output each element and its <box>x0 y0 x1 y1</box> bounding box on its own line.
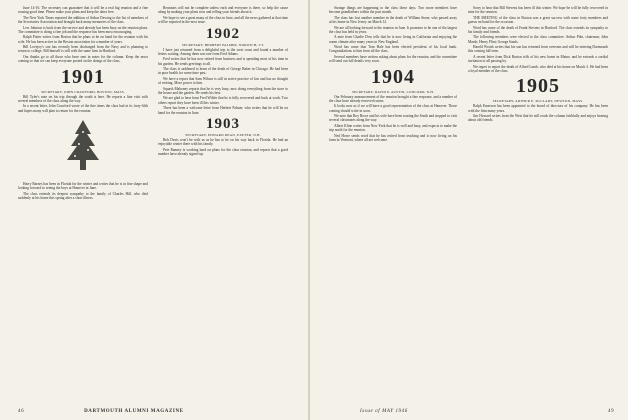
paragraph: Lew Johnson is back from the service and already has been busy on the reunion plans. The committee is doing a fine job and the response has been most encouraging. <box>18 25 148 34</box>
paragraph: The following members were elected to the class committee: Arthur Pike, chairman; John Marsh; Henry Flint; George Sands. <box>468 35 608 44</box>
paragraph: We note that Roy Rowe and his wife have been touring the South and stopped to visit several classmates along the way. <box>329 114 457 123</box>
page-number: 49 <box>608 409 615 414</box>
paragraph: We have a report that Sam Wilson is still in active practice of law and has no thought of retiring. More power to him. <box>158 76 288 86</box>
paragraph: Reunions will not be complete unless each and everyone is there, so help the cause along by making your plans now and telling your friends about it. <box>158 6 288 15</box>
paragraph: Ralph Emerson has been appointed to the board of directors of his company. He has been with the firm many years. <box>468 104 608 113</box>
paragraph: June 14-16. The secretary can guarantee that it will be a real big reunion and a fine rousing good time. Please make your plans and keep the dates free. <box>18 6 148 15</box>
paragraph: Several members have written asking about plans for the reunion, and the committee will send out full details very soon. <box>329 54 457 64</box>
column-4 <box>468 6 608 124</box>
paragraph: Strange things are happening to the class these days. Two more members have become grandfathers within the past month. <box>329 6 457 15</box>
paragraph: We hope to see a great many of the class in June, and all the news gathered at that time will be reported in the next issue. <box>158 15 288 25</box>
paragraph: Pete Ranney is working hard on plans for the class reunion, and reports that a good number have already signed up. <box>158 147 288 157</box>
issue-date: Issue of MAY 1946 <box>360 409 408 414</box>
paragraph: Our February announcement of the reunion brought a fine response, and a number of the class have already reserved rooms. <box>329 94 457 103</box>
magazine-title: DARTMOUTH ALUMNI MAGAZINE <box>84 409 184 414</box>
secretary-line: SECRETARY, JOHN CRAWFORD, BOSTON, MASS. <box>41 89 125 94</box>
paragraph: The class is saddened to learn of the death of George Baker in Chicago. He had been in poor health for some time past. <box>158 67 288 76</box>
paragraph: Bob Davis won't be with us as he has to be on his way back to Florida. He had an enjoyable winter there with his family. <box>158 138 288 147</box>
class-year-heading-1903: 1903 <box>206 116 240 133</box>
secretary-line: SECRETARY, DAVID P. AUSTIN, CONCORD, N.H. <box>351 89 435 94</box>
paragraph: Jim Howard writes from the West that he still reads the column faithfully and enjoys hearing about old friends. <box>468 114 608 123</box>
class-year-heading-1902: 1902 <box>206 25 240 42</box>
paragraph: We are all looking forward to the reunion in June. It promises to be one of the largest the class has held in years. <box>329 25 457 34</box>
paragraph: THE MEETING of the class in Boston was a great success with some forty members and guests on hand for the occasion. <box>468 15 608 25</box>
paragraph: Albert Kline writes from New York that he is well and busy, and expects to make the trip north for the reunion. <box>329 123 457 133</box>
paragraph: Bill Lovejoy's son has recently been discharged from the Navy and is planning to return to college. Bill himself is still with the same firm in Hartford. <box>18 45 148 54</box>
paragraph: We regret to report the death of Alfred Lamb, who died at his home on March 3. He had been a loyal member of the class. <box>468 64 608 73</box>
paragraph: In a recent letter, John Crawford wrote of the fine times the class had at its forty-fifth and hopes many will plan to return for the reunion. <box>18 104 148 113</box>
paragraph: Harry Barnes has been in Florida for the winter and writes that he is in fine shape and looking forward to seeing the boys at Hanover in June. <box>18 181 148 191</box>
paragraph: Ned Howe sends word that he has retired from teaching and is now living on his farm in Vermont, where all are welcome. <box>329 133 457 142</box>
paragraph: A note from Charlie Dow tells that he is now living in California and enjoying the warm climate after many years in New England. <box>329 35 457 44</box>
secretary-line: SECRETARY, ARTHUR E. McCLARY, NEWTON, MASS. <box>492 99 584 104</box>
class-year-heading-1901: 1901 <box>61 65 105 88</box>
secretary-line: SECRETARY, HERBERT PALMER, NORWICH, VT. <box>181 42 265 47</box>
paragraph: Our thanks go to all those who have sent in notes for the column. Keep the news coming so that we can keep everyone posted on the doings of the class. <box>18 54 148 64</box>
paragraph: It looks now as if we will have a good representation of the class at Hanover. Those coming should write in soon. <box>329 104 457 113</box>
class-year-heading-1905: 1905 <box>516 75 560 98</box>
paragraph: Word has come that Tom Hale has been elected president of his local bank. Congratulations to him from all the class. <box>329 45 457 54</box>
secretary-line: SECRETARY, EDWARD DEAN, EXETER, N.H. <box>185 133 261 138</box>
paragraph: The New York Times reported the addition of Arthur Dewing to the list of members of the Secretaries Association and brought back many memories of the class. <box>18 15 148 25</box>
page-gutter <box>308 0 310 420</box>
page-number: 46 <box>18 409 25 414</box>
christmas-tree-illustration <box>18 118 148 178</box>
column-2 <box>158 6 288 158</box>
tree-icon <box>61 118 105 178</box>
paragraph: There has been a welcome letter from Herbert Palmer, who writes that he will be on hand for the reunion in June. <box>158 106 288 115</box>
paragraph: Sorry to hear that Bill Stevens has been ill this winter. We hope he will be fully recovered in time for the reunion. <box>468 6 608 15</box>
paragraph: The class has lost another member in the death of William Stone, who passed away at his home in New Jersey on March 12. <box>329 15 457 25</box>
paragraph: We are glad to hear from Fred Wilder that he is fully recovered and back at work. Two others report they have been ill this winter. <box>158 96 288 105</box>
column-1 <box>18 6 148 201</box>
column-3 <box>329 6 457 143</box>
paragraph: Fred writes that he has now retired from business and is spending most of his time in his garden. He sends greetings to all. <box>158 57 288 66</box>
paragraph: The class extends its deepest sympathy to the family of Charles Hill, who died suddenly at his home this spring after a short illness. <box>18 191 148 200</box>
class-year-heading-1904: 1904 <box>371 65 415 88</box>
paragraph: Harold Woods writes that his son has returned from overseas and will be entering Dartmouth this coming fall term. <box>468 45 608 54</box>
paragraph: Squash Mahoney reports that he is very busy, now doing everything from the store to the house and the garden. He sends his best. <box>158 86 288 95</box>
paragraph: Word has come of the death of Frank Stevens in Hartford. The class extends its sympathy to his family and friends. <box>468 25 608 34</box>
paragraph: A recent letter from Dick Burton tells of his new home in Maine, and he extends a cordial invitation to all passing by. <box>468 54 608 64</box>
paragraph: Bill Tyler's note on his trip through the south is here. He reports a fine visit with several members of the class along the way. <box>18 94 148 103</box>
footer-right <box>360 409 615 414</box>
paragraph: Ralph Potter writes from Boston that he plans to be on hand for the reunion with his wife. He has been active in the Boston association for a number of years. <box>18 35 148 44</box>
footer-left <box>18 409 184 414</box>
paragraph: I have just returned from a delightful trip to the west coast and found a number of letters waiting. Among them was one from Fred Adams. <box>158 47 288 56</box>
